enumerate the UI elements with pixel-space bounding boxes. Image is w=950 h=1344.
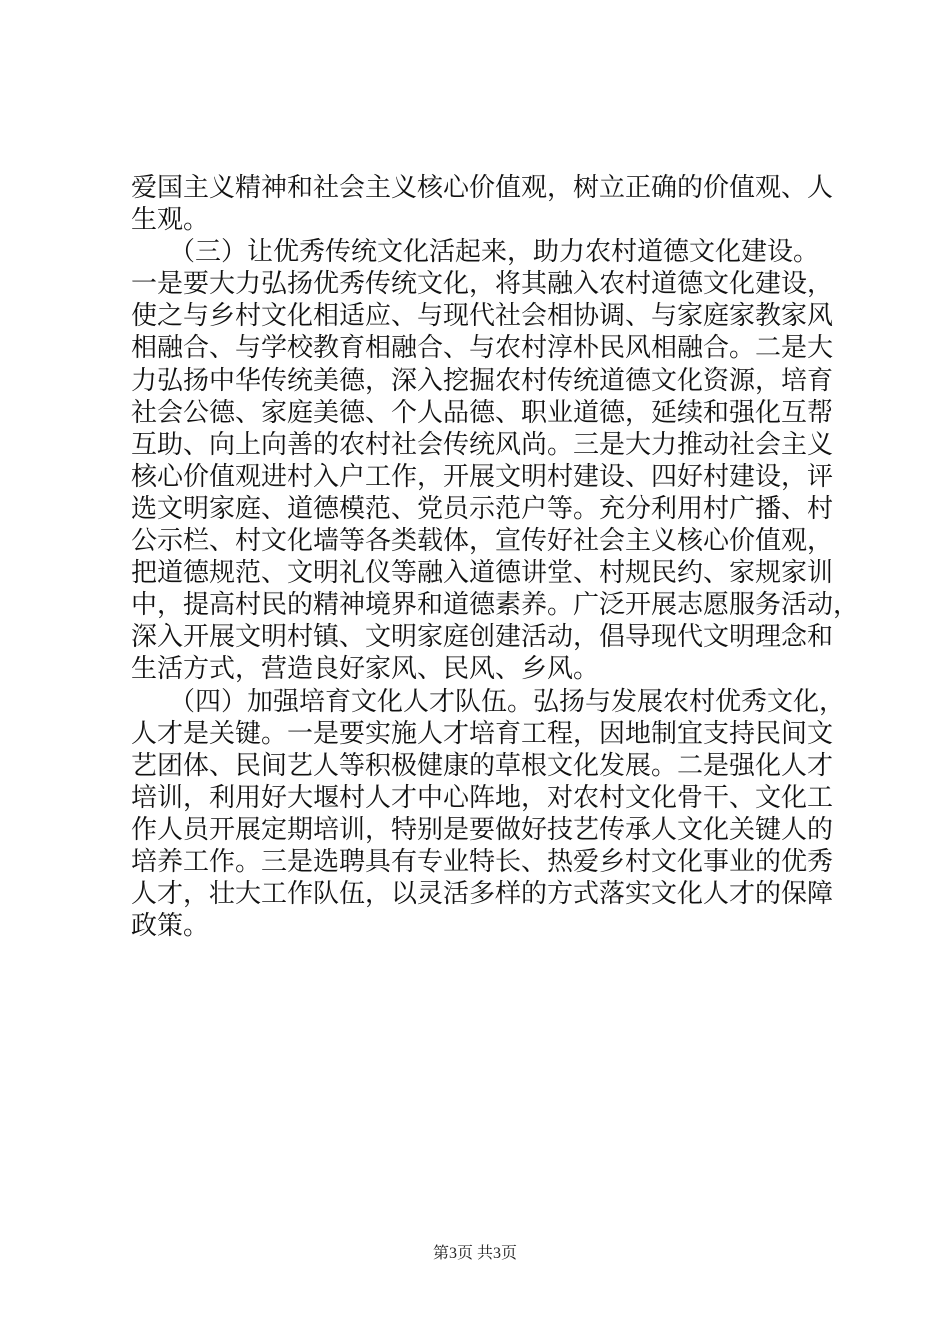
text-line: 选文明家庭、道德模范、党员示范户等。充分利用村广播、村: [131, 493, 834, 524]
text-line: 相融合、与学校教育相融合、与农村淳朴民风相融合。二是大: [131, 333, 834, 364]
text-line: 互助、向上向善的农村社会传统风尚。三是大力推动社会主义: [131, 429, 834, 460]
text-line: 核心价值观进村入户工作，开展文明村建设、四好村建设，评: [131, 461, 834, 492]
text-line: 生活方式，营造良好家风、民风、乡风。: [131, 654, 600, 685]
text-line: 公示栏、村文化墙等各类载体，宣传好社会主义核心价值观，: [131, 526, 834, 557]
paragraph: [131, 686, 846, 943]
text-line: 作人员开展定期培训，特别是要做好技艺传承人文化关键人的: [131, 814, 834, 845]
text-line: 深入开展文明村镇、文明家庭创建活动，倡导现代文明理念和: [131, 622, 834, 653]
text-line: 社会公德、家庭美德、个人品德、职业道德，延续和强化互帮: [131, 397, 834, 428]
paragraph: [131, 236, 860, 685]
paragraph: [131, 172, 834, 236]
text-line: 培训，利用好大堰村人才中心阵地，对农村文化骨干、文化工: [131, 782, 834, 813]
text-line: 使之与乡村文化相适应、与现代社会相协调、与家庭家教家风: [131, 301, 834, 332]
text-line: （四）加强培育文化人才队伍。弘扬与发展农村优秀文化，: [169, 686, 846, 717]
text-line: 政策。: [131, 911, 210, 942]
text-line: 爱国主义精神和社会主义核心价值观，树立正确的价值观、人: [131, 173, 834, 203]
text-line: 中，提高村民的精神境界和道德素养。广泛开展志愿服务活动，: [131, 590, 860, 621]
text-line: （三）让优秀传统文化活起来，助力农村道德文化建设。: [169, 237, 820, 268]
text-line: 生观。: [131, 205, 210, 236]
text-line: 培养工作。三是选聘具有专业特长、热爱乡村文化事业的优秀: [131, 846, 834, 877]
text-line: 一是要大力弘扬优秀传统文化，将其融入农村道德文化建设，: [131, 269, 834, 300]
document-body: [131, 172, 860, 942]
text-line: 人才，壮大工作队伍，以灵活多样的方式落实文化人才的保障: [131, 879, 834, 910]
text-line: 把道德规范、文明礼仪等融入道德讲堂、村规民约、家规家训: [131, 558, 834, 589]
page-footer: 第3页 共3页: [432, 1245, 517, 1262]
text-line: 艺团体、民间艺人等积极健康的草根文化发展。二是强化人才: [131, 750, 834, 781]
text-line: 人才是关键。一是要实施人才培育工程，因地制宜支持民间文: [131, 718, 834, 749]
text-line: 力弘扬中华传统美德，深入挖掘农村传统道德文化资源，培育: [131, 365, 834, 396]
